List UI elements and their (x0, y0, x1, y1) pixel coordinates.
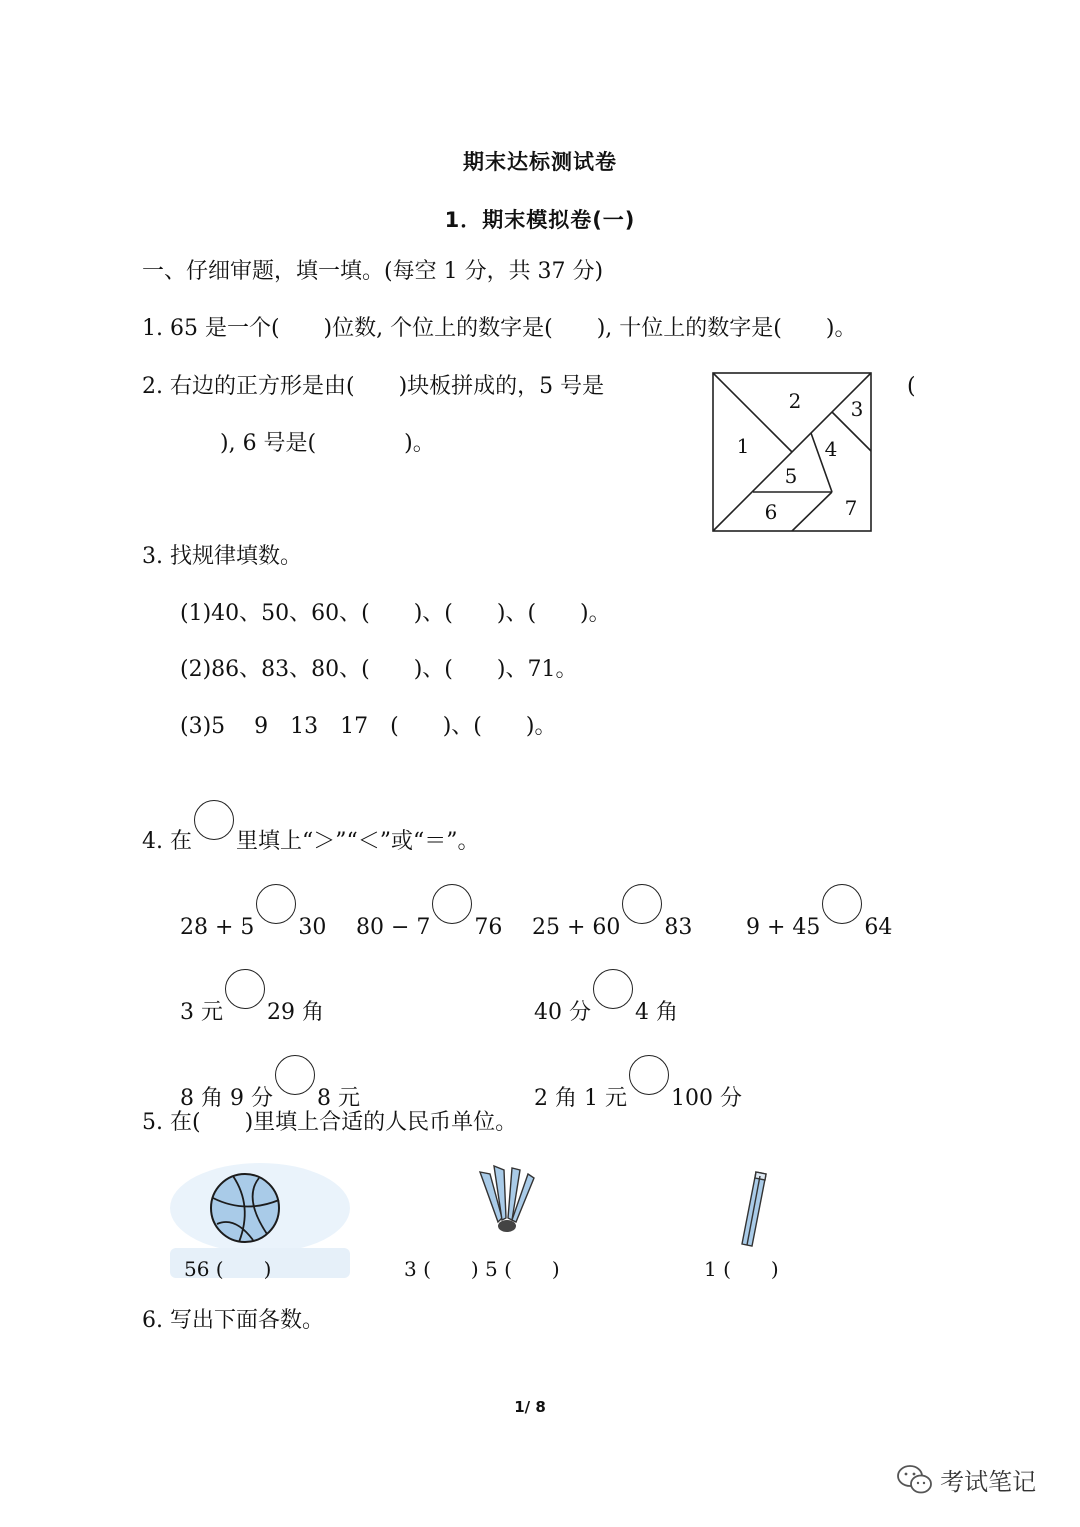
watermark-text: 考试笔记 (940, 1468, 1037, 1496)
answer-circle[interactable] (629, 1055, 669, 1095)
answer-circle[interactable] (275, 1055, 315, 1095)
question-3-3: (3)5 9 13 17 ( )、( )。 (180, 714, 557, 739)
compare-right: 4 角 (635, 1000, 678, 1025)
basketball-icon (205, 1170, 285, 1246)
compare-left: 2 角 1 元 (534, 1086, 627, 1111)
pencil-icon (736, 1170, 772, 1248)
answer-circle[interactable] (225, 969, 265, 1009)
page-subtitle: 1．期末模拟卷(一) (444, 208, 636, 232)
question-2-paren: ( (907, 374, 916, 399)
compare-right: 29 角 (267, 1000, 324, 1025)
compare-item (746, 884, 892, 941)
question-2-line1: 2. 右边的正方形是由( )块板拼成的，5 号是 (142, 374, 605, 399)
question-3-1: (1)40、50、60、( )、( )、( )。 (180, 601, 611, 626)
compare-left: 9 + 45 (746, 915, 821, 940)
page-number: 1/ 8 (514, 1398, 546, 1416)
tangram-figure (710, 370, 876, 534)
question-6: 6. 写出下面各数。 (142, 1308, 324, 1333)
section-heading: 一、仔细审题，填一填。(每空 1 分，共 37 分) (142, 259, 604, 284)
tangram-label-2: 2 (788, 389, 802, 413)
question-3-2: (2)86、83、80、( )、( )、71。 (180, 657, 578, 682)
question-5: 5. 在( )里填上合适的人民币单位。 (142, 1110, 518, 1135)
compare-left: 3 元 (180, 1000, 223, 1025)
tangram-label-7: 7 (844, 496, 858, 520)
compare-right: 8 元 (316, 1086, 360, 1111)
compare-left: 40 分 (534, 1000, 591, 1025)
compare-left: 80 − 7 (356, 915, 431, 940)
question-1: 1. 65 是一个( )位数, 个位上的数字是( ), 十位上的数字是( )。 (142, 316, 857, 341)
compare-item (180, 884, 326, 941)
compare-left: 28 + 5 (180, 915, 255, 940)
page-title: 期末达标测试卷 (463, 150, 617, 174)
tangram-label-4: 4 (824, 437, 838, 461)
question-4-post: 里填上“＞”“＜”或“＝”。 (235, 829, 480, 854)
compare-right: 30 (298, 915, 327, 940)
answer-circle[interactable] (822, 884, 862, 924)
question-3: 3. 找规律填数。 (142, 544, 302, 569)
compare-right: 100 分 (670, 1086, 742, 1111)
q5-item-basketball: 56 ( ) (184, 1257, 272, 1281)
answer-circle[interactable] (256, 884, 296, 924)
compare-item (180, 969, 324, 1026)
compare-right: 83 (664, 915, 693, 940)
compare-item (356, 884, 502, 941)
question-2-line2: ), 6 号是( )。 (220, 431, 435, 456)
tangram-label-3: 3 (850, 397, 864, 421)
wechat-icon (895, 1462, 935, 1498)
tangram-label-6: 6 (764, 500, 778, 524)
compare-right: 64 (864, 915, 893, 940)
answer-circle[interactable] (432, 884, 472, 924)
question-4-pre: 4. 在 (142, 829, 192, 854)
q5-item-pencil: 1 ( ) (704, 1257, 779, 1281)
wechat-watermark (895, 1462, 1036, 1498)
tangram-label-1: 1 (736, 434, 750, 458)
answer-circle[interactable] (622, 884, 662, 924)
answer-circle[interactable] (593, 969, 633, 1009)
tangram-label-5: 5 (784, 464, 798, 488)
compare-right: 76 (474, 915, 503, 940)
q5-item-shuttlecock: 3 ( ) 5 ( ) (404, 1257, 560, 1281)
compare-item (534, 1055, 742, 1112)
shuttlecock-icon (476, 1164, 538, 1236)
compare-item (532, 884, 692, 941)
compare-left: 8 角 9 分 (180, 1086, 273, 1111)
compare-item (534, 969, 678, 1026)
question-4 (142, 800, 479, 855)
compare-item (180, 1055, 360, 1112)
compare-circle-icon (194, 800, 234, 840)
compare-left: 25 + 60 (532, 915, 621, 940)
